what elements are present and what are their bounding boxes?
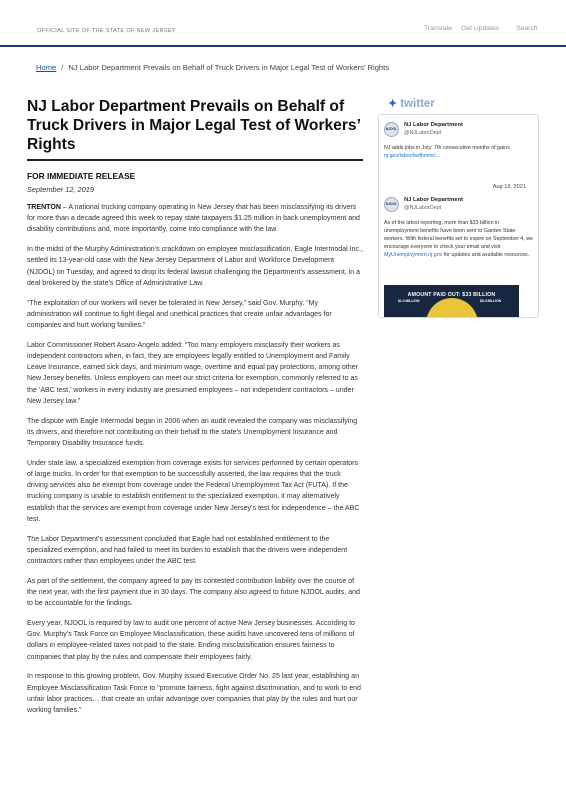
breadcrumb (36, 63, 389, 72)
dateline: TRENTON (27, 204, 61, 211)
paragraph: Under state law, a specialized exemption from coverage exists for services performed by certain operators of large trucks. In order for that exemption to be successfully asserted, the law requires that the truck driving services also be exempt from coverage under the Federal Unemployment Tax Act (FUTA). If the trucking company is unable to establish entitlement to the specialized exemption, it may alternatively establish that the services are exempt from coverage under New Jersey’s test for independence – the ABC test. (27, 459, 360, 523)
tweet-body: As of the latest reporting, more than $33 billion in unemployment benefits have been sent to Garden State workers. With federal benefits set to expire on September 4, we encourage everyone to check your email and visit (384, 220, 533, 250)
tweet-body-continued: for updates and available resources. (442, 252, 530, 258)
infographic-pie (426, 298, 478, 318)
search-link[interactable]: Search (516, 25, 538, 32)
page-title: NJ Labor Department Prevails on Behalf of Truck Drivers in Major Legal Test of Workers’ Rights (27, 97, 363, 161)
breadcrumb-current: NJ Labor Department Prevails on Behalf of Truck Drivers in Major Legal Test of Workers' Rights (68, 63, 390, 72)
paragraph: Every year, NJDOL is required by law to audit one percent of active New Jersey businesses. According to Gov. Murphy’s Task Force on Employee Misclassification, these audits have uncovered tens of millions of dollars in employee-related taxes not paid to the state. Ending misclassification ensures fairness to companies that play by the rules and compensate their employees fairly. (27, 620, 355, 661)
article (27, 97, 363, 725)
release-date: September 12, 2019 (27, 185, 94, 194)
tweet-link[interactable]: MyUnemployment.nj.gov (384, 252, 443, 258)
paragraph: In the midst of the Murphy Administration’s crackdown on employee misclassification, Eagle Intermodal Inc., settled its 13-year-old case with the New Jersey Department of Labor and Workforce Development (NJDOL) on Tuesday, and agreed to drop its federal lawsuit challenging the Department’s assessment, in a deal brokered by the state’s Office of Administrative Law. (27, 246, 363, 287)
paragraph: The dispute with Eagle Intermodal began in 2006 when an audit revealed the company was misclassifying its drivers, and therefore not contributing on their behalf to the state’s Unemployment Insurance and Temporary Disability Insurance funds. (27, 417, 358, 448)
twitter-label: twitter (400, 98, 435, 110)
release-label: FOR IMMEDIATE RELEASE (27, 171, 136, 181)
paragraph: Labor Commissioner Robert Asaro-Angelo added: “Too many employers misclassify their workers as independent contractors when, in fact, they are employees legally entitled to Unemployment and Family Leave Insurance, earned sick days, and minimum wage, overtime and equal pay protections, among other New Jersey benefits. Unless employers can meet our strict criteria for exemption, commonly referred to as the ‘ABC test,’ workers in every industry are presumed employees – not independent contractors – under New Jersey law.” (27, 341, 358, 405)
lead-paragraph (27, 202, 363, 236)
article-body (27, 202, 363, 716)
paragraph: “The exploitation of our workers will never be tolerated in New Jersey,” said Gov. Murphy. “My administration will continue to fight illegal and unethical practices that create unfair advantages for companies and hurt working families.” (27, 299, 332, 330)
paragraph: The Labor Department’s assessment concluded that Eagle had not established entitlement to the specialized exemption, and had failed to meet its burden to establish that the drivers were independent contractors rather than employees under the ABC test. (27, 535, 348, 566)
translate-link[interactable]: Translate (424, 25, 453, 32)
twitter-feed[interactable] (378, 114, 539, 318)
tweet-text (384, 144, 534, 160)
infographic-right-label: $8.4 BILLION (480, 299, 502, 303)
twitter-bird-icon: ✦ (388, 98, 398, 110)
tweet-text (384, 219, 534, 259)
avatar[interactable]: NJDOL (384, 122, 399, 137)
tweet-author-name[interactable]: NJ Labor Department (404, 197, 463, 203)
infographic-left-label: $1.4 MILLION (398, 299, 420, 303)
site-header (0, 0, 566, 47)
tweet-infographic-image[interactable] (384, 285, 519, 318)
avatar[interactable]: NJDOL (384, 197, 399, 212)
tweet-link[interactable]: nj.gov/labor/lwdhome/... (384, 153, 440, 159)
lead-text: – A national trucking company operating in New Jersey that has been misclassifying its drivers for more than a decade agreed this week to repay state taxpayers $1.25 million in back unemployment and disability contributions and, more importantly, come into compliance with the law. (27, 204, 360, 234)
tweet-author-name[interactable]: NJ Labor Department (404, 122, 463, 128)
official-site-label: OFFICIAL SITE OF THE STATE OF NEW JERSEY (37, 28, 176, 34)
paragraph: In response to this growing problem, Gov. Murphy issued Executive Order No. 25 last year, establishing an Employee Misclassification Task Force to “promote fairness, fight against discrimination, and to work to end unfair labor practices… that create an unfair advantage over companies that play by the rules and hurt our working families.” (27, 673, 361, 715)
breadcrumb-home-link[interactable]: Home (36, 63, 57, 72)
paragraph: As part of the settlement, the company agreed to pay its contested contribution liability over the course of the next year, with the first payment due in 30 days. The company also agreed to future NJDOL audits, and to be accountable for the findings. (27, 577, 360, 608)
breadcrumb-separator: / (61, 63, 64, 72)
tweet-body: NJ adds jobs in July; 7th consecutive months of gains. (384, 145, 512, 151)
get-updates-link[interactable]: Get Updates (461, 25, 500, 32)
tweet-date[interactable]: Aug 19, 2021 (492, 184, 526, 190)
tweet-author-handle[interactable]: @NJLaborDept (404, 130, 442, 136)
twitter-header[interactable] (388, 97, 435, 110)
infographic-title: AMOUNT PAID OUT: $33 BILLION (407, 292, 496, 298)
tweet-author-handle[interactable]: @NJLaborDept (404, 205, 442, 211)
